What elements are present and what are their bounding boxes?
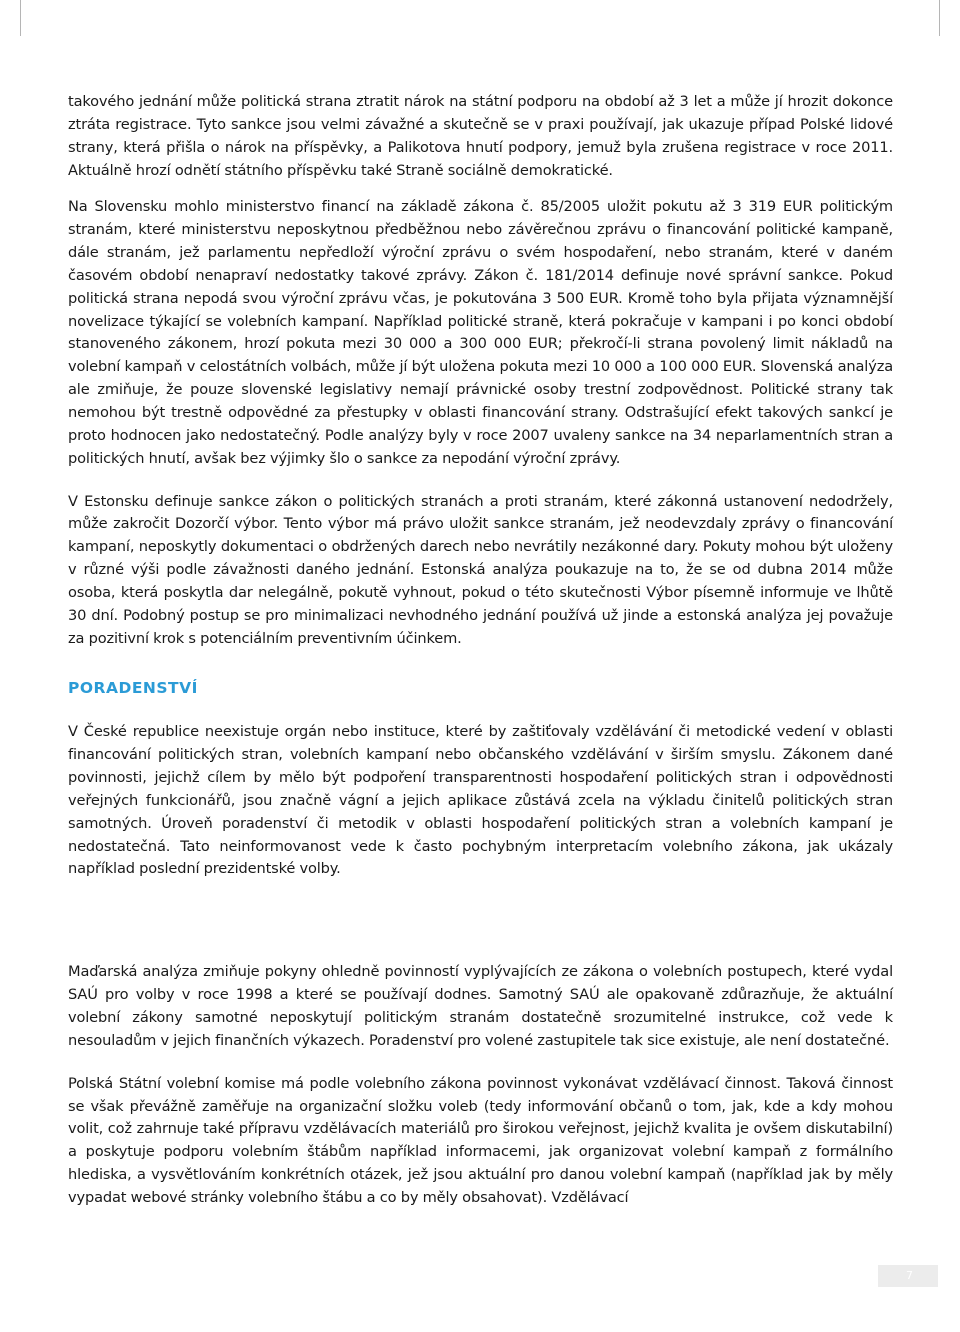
crop-mark-left — [20, 0, 21, 36]
paragraph-poland-advisory: Polská Státní volební komise má podle volebního zákona povinnost vykonávat vzdělávací činnost. Taková činnost se však převážně zaměřuje na organizační složku voleb (tedy informování občanů o tom, jak, kde a kdy mohou volit, což zahrnuje také přípravu vzdělávacích materiálů pro širokou veřejnost, jejichž kvalita je ovšem diskutabilní) a poskytuje podporu volebním štábům například informacemi, jak organizovat volební kampaň z formálního hlediska, a vysvětlováním konkrétních otázek, jež jsou aktuální pro danou volební kampaň (například jak by měly vypadat webové stránky volebního štábu a co by měly obsahovat). Vzdělávací — [68, 1074, 893, 1206]
paragraph-hungary-advisory: Maďarská analýza zmiňuje pokyny ohledně povinností vyplývajících ze zákona o volebních postupech, které vydal SAÚ pro volby v roce 1998 a které se používají dodnes. Samotný SAÚ ale opakovaně zdůrazňuje, že aktuální volební zákony samotné neposkytují politickým stranám dostatečně srozumitelné instrukce, což vede k nesouladům v jejich finančních výkazech. Poradenství pro volené zastupitele tak sice existuje, ale není dostatečné. — [68, 963, 893, 1049]
page-content — [68, 91, 893, 1230]
section-heading-poradenstvi: PORADENSTVÍ — [68, 679, 198, 698]
paragraph-spacer — [68, 901, 893, 961]
paragraph-poland-sanctions: takového jednání může politická strana ztratit nárok na státní podporu na období až 3 let a může jí hrozit dokonce ztráta registrace. Tyto sankce jsou velmi závažné a skutečně se v praxi používají, jak ukazuje případ Polské lidové strany, která přišla o nárok na příspěvky, a Palikotova hnutí podpory, jemuž byla zrušena registrace v roce 2011. Aktuálně hrozí odnětí státního příspěvku také Straně sociálně demokratické. — [68, 93, 893, 179]
paragraph-slovakia-sanctions: Na Slovensku mohlo ministerstvo financí na základě zákona č. 85/2005 uložit pokutu až 3 319 EUR politickým stranám, které ministerstvu neposkytnou předběžnou nebo závěrečnou zprávu o financování politické kampaně, dále stranám, jež parlamentu nepředloží výroční zprávu o svém hospodaření, nebo stranám, které v daném časovém období nenapraví nedostatky takové zprávy. Zákon č. 181/2014 definuje nové správní sankce. Pokud politická strana nepodá svou výroční zprávu včas, je pokutována 3 500 EUR. Kromě toho byla přijata významnější novelizace týkající se volebních kampaní. Například politické straně, která pokračuje v kampani i po konci období stanoveného zákonem, hrozí pokuta mezi 30 000 a 300 000 EUR; překročí-li strana povolený limit nákladů na volební kampaň v celostátních volbách, může jí být uložena pokuta mezi 10 000 a 100 000 EUR. Slovenská analýza ale zmiňuje, že pouze slovenské legislativy nemají právnické osoby trestní zodpovědnost. Politické strany tak nemohou být trestně odpovědné za přestupky v oblasti financování strany. Odstrašující efekt takových sankcí je proto hodnocen jako nedostatečný. Podle analýzy byly v roce 2007 uvaleny sankce na 34 neparlamentních stran a politických hnutí, avšak bez výjimky šlo o sankce za nepodání výroční zprávy. — [68, 198, 893, 467]
paragraph-czech-advisory: V České republice neexistuje orgán nebo instituce, které by zaštiťovaly vzdělávání či metodické vedení v oblasti financování politických stran, volebních kampaní nebo občanského vzdělávání v širším smyslu. Zákonem dané povinnosti, jejichž cílem by mělo být podpoření transparentnosti hospodaření politických stran i odpovědnosti veřejných funkcionářů, jsou značně vágní a jejich aplikace zůstává zcela na výkladu činitelů politických stran samotných. Úroveň poradenství či metodik v oblasti hospodaření politických stran a volebních kampaní je nedostatečná. Tato neinformovanost vede k často pochybným interpretacím volebního zákona, jak ukázaly například poslední prezidentské volby. — [68, 723, 893, 878]
paragraph-estonia-sanctions: V Estonsku definuje sankce zákon o politických stranách a proti stranám, které zákonná ustanovení nedodržely, může zakročit Dozorčí výbor. Tento výbor má právo uložit sankce stranám, jež neodevzdaly zprávy o financování kampaní, neposkytly dokumentaci o obdržených darech nebo nevrátily nezákonné dary. Pokuty mohou být uloženy v různé výši podle závažnosti daného jednání. Estonská analýza poukazuje na to, že se od dubna 2014 může osoba, která poskytla dar nelegálně, pokutě vyhnout, pokud o této skutečnosti Výbor písemně informuje ve lhůtě 30 dní. Podobný postup se pro minimalizaci nevhodného jednání používá už jinde a estonská analýza jej považuje za pozitivní krok s potenciálním preventivním účinkem. — [68, 492, 893, 647]
crop-mark-right — [939, 0, 940, 36]
page-number-badge: 7 — [878, 1265, 938, 1287]
